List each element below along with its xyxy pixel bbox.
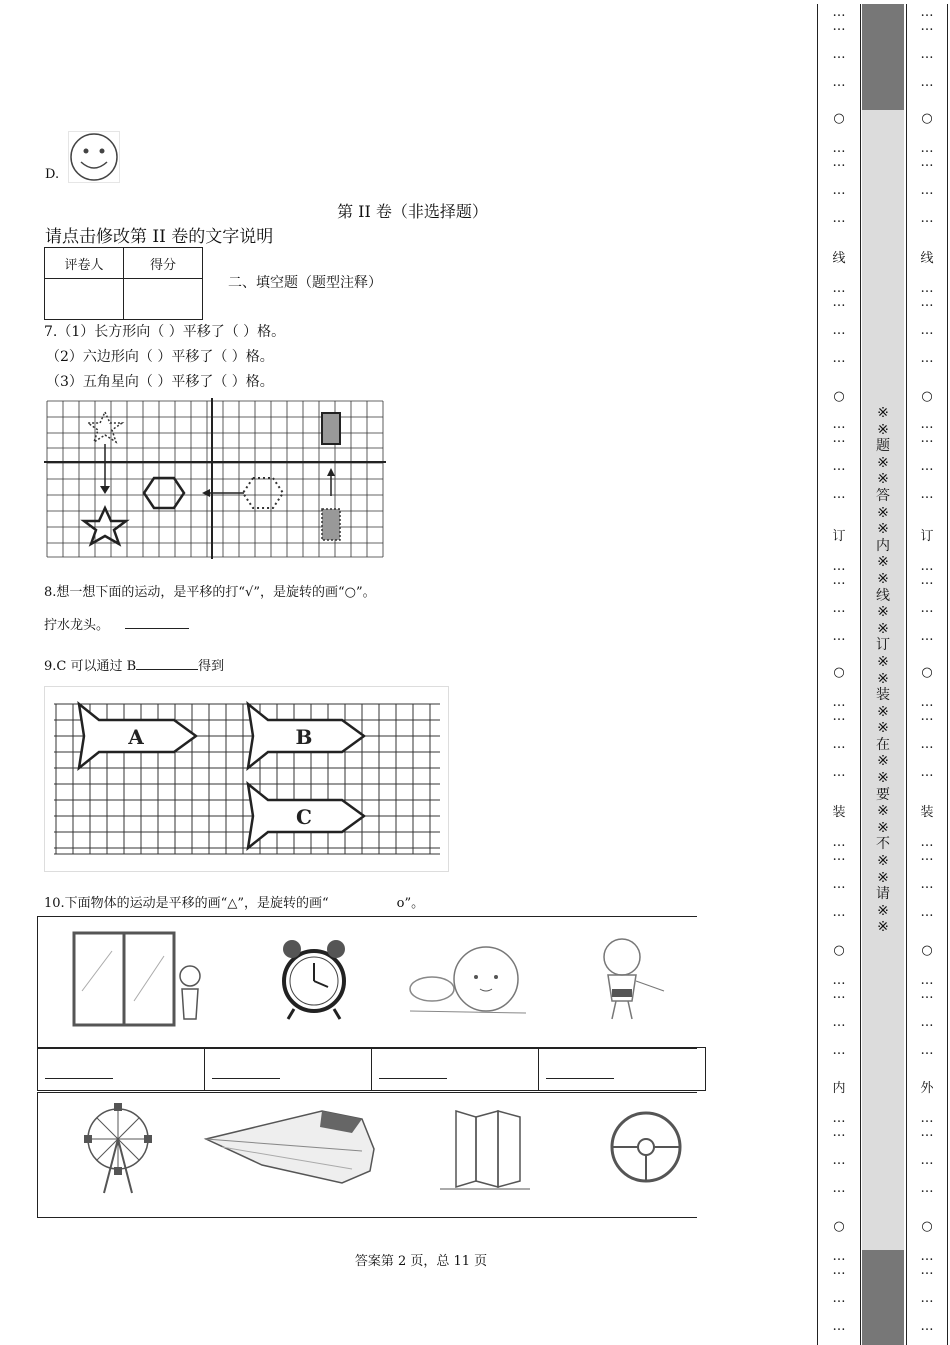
arrow-label-c: C (296, 805, 312, 829)
section-instruction: 请点击修改第 II 卷的文字说明 (45, 227, 274, 247)
binding-dark-band-bottom (862, 1250, 904, 1345)
score-cell[interactable] (124, 279, 203, 320)
right-label-bind: 订 (920, 529, 934, 544)
ferris-wheel-image (74, 1101, 164, 1199)
q7-line1: 7.（1）长方形向（ ）平移了（ ）格。 (44, 324, 286, 340)
score-header: 得分 (124, 248, 203, 279)
part-heading: 二、填空题（题型注释） (228, 275, 382, 291)
left-label-assemble: 装 (832, 805, 846, 820)
q10-picture-row-1 (37, 916, 697, 1049)
q8-answer-blank[interactable] (125, 628, 189, 629)
reviewer-header: 评卷人 (45, 248, 124, 279)
q10-answer-row (37, 1047, 706, 1091)
q7-line3: （3）五角星向（ ）平移了（ ）格。 (46, 374, 274, 390)
binding-column-right: … … … … ○ … … … … 线 … … … … ○ … … … … 订 … … … … ○ … … … … 装 … … … … ○ … … … … 外 … … … … ○ … … … … (906, 4, 948, 1345)
left-label-inside: 内 (832, 1081, 846, 1096)
dotted-hexagon-shape (243, 478, 283, 508)
high-speed-train-image (202, 1105, 378, 1191)
steering-wheel-image (600, 1103, 692, 1195)
solid-star-shape (84, 508, 126, 544)
q10-picture-row-2 (37, 1092, 697, 1218)
smiley-face-image (68, 131, 120, 183)
q9-prompt (44, 655, 224, 674)
solid-rectangle-shape (322, 413, 340, 444)
answer-cell-2[interactable] (205, 1048, 372, 1091)
right-label-outside: 外 (920, 1081, 934, 1096)
left-label-line: 线 (832, 251, 846, 266)
binding-notice: ※ ※ 题 ※ ※ 答 ※ ※ 内 ※ ※ 线 ※ ※ 订 ※ ※ 装 ※ ※ 在 ※ ※ 要 ※ ※ 不 ※ ※ 请 ※ ※ (876, 405, 890, 936)
score-table (44, 247, 203, 320)
section-title: 第 II 卷（非选择题） (337, 202, 488, 221)
answer-cell-1[interactable] (38, 1048, 205, 1091)
q9-prefix: 9.C 可以通过 B (44, 659, 137, 674)
q7-line2: （2）六边形向（ ）平移了（ ）格。 (46, 349, 274, 365)
binding-dark-band-top (862, 4, 904, 110)
q8-prompt: 8.想一想下面的运动，是平移的打“√”，是旋转的画“○”。 (44, 585, 376, 600)
q9-answer-blank[interactable] (136, 669, 198, 670)
page-footer: 答案第 2 页，总 11 页 (354, 1254, 488, 1269)
folding-door-image (436, 1105, 532, 1195)
q9-grid-figure (44, 686, 450, 872)
alarm-clock-image (274, 935, 354, 1023)
dotted-star-shape (88, 412, 122, 442)
answer-cell-3[interactable] (372, 1048, 539, 1091)
rolling-ball-character-image (404, 941, 532, 1021)
girl-skipping-image (586, 931, 666, 1025)
q10-prompt-a: 10.下面物体的运动是平移的画“△”，是旋转的画“ (44, 896, 329, 911)
right-label-line: 线 (920, 251, 934, 266)
answer-cell-4[interactable] (539, 1048, 706, 1091)
q10-prompt-b: o”。 (396, 896, 425, 911)
sliding-window-image (72, 931, 202, 1029)
q10-prompt (44, 892, 424, 911)
option-d-label: D. (45, 167, 60, 182)
left-label-bind: 订 (832, 529, 846, 544)
dotted-rectangle-shape (322, 509, 340, 540)
arrow-label-a: A (128, 725, 144, 749)
solid-hexagon-shape (144, 478, 184, 508)
q8-item (44, 614, 189, 633)
binding-column-left: … … … … ○ … … … … 线 … … … … ○ … … … … 订 … … … … ○ … … … … 装 … … … … ○ … … … … 内 … … … … ○ … … … … (817, 4, 861, 1345)
q7-grid-figure (44, 396, 386, 561)
right-label-assemble: 装 (920, 805, 934, 820)
q8-item-text: 拧水龙头。 (44, 618, 110, 633)
q9-suffix: 得到 (198, 659, 225, 674)
arrow-label-b: B (295, 725, 313, 749)
reviewer-cell[interactable] (45, 279, 124, 320)
